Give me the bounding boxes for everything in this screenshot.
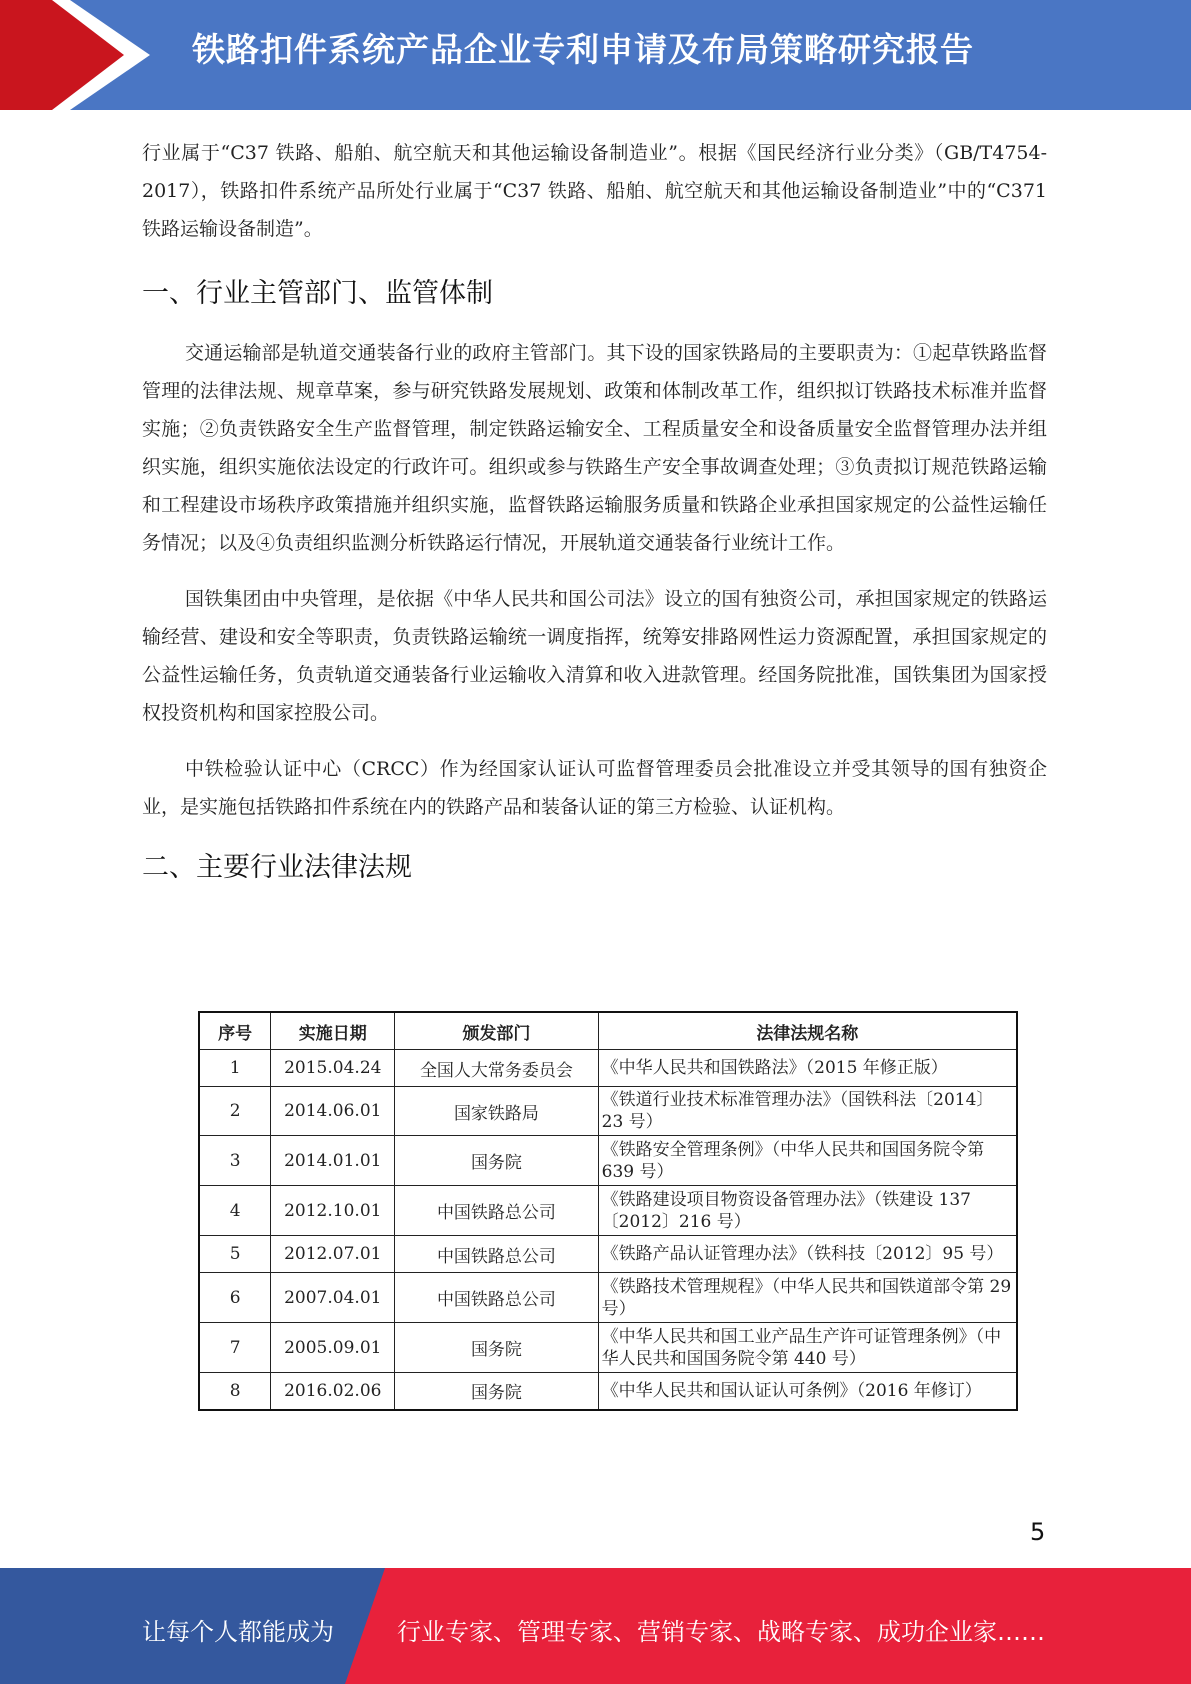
cell-dept: 国务院 (395, 1373, 598, 1410)
cell-dept: 国务院 (395, 1323, 598, 1373)
table-row (199, 1087, 1017, 1136)
page-header (0, 0, 1191, 110)
cell-law-name: 《中华人民共和国认证认可条例》（2016 年修订） (598, 1373, 1017, 1410)
table-row (199, 1323, 1017, 1373)
cell-dept: 中国铁路总公司 (395, 1273, 598, 1323)
paragraph-crcc: 中铁检验认证中心（CRCC）作为经国家认证认可监督管理委员会批准设立并受其领导的国有独资企业，是实施包括铁路扣件系统在内的铁路产品和装备认证的第三方检验、认证机构。 (142, 758, 1047, 818)
page-number: 5 (1030, 1518, 1046, 1546)
cell-law-name: 《铁路建设项目物资设备管理办法》（铁建设 137〔2012〕216 号） (598, 1186, 1017, 1236)
main-content (142, 134, 1047, 888)
table-row (199, 1273, 1017, 1323)
cell-date: 2016.02.06 (271, 1373, 395, 1410)
cell-date: 2012.10.01 (271, 1186, 395, 1236)
cell-dept: 中国铁路总公司 (395, 1186, 598, 1236)
cell-law-name: 《铁道行业技术标准管理办法》（国铁科法〔2014〕23 号） (598, 1087, 1017, 1136)
cell-date: 2014.01.01 (271, 1136, 395, 1186)
cell-no: 2 (199, 1087, 271, 1136)
cell-no: 6 (199, 1273, 271, 1323)
laws-table (198, 1011, 1018, 1411)
table-row (199, 1186, 1017, 1236)
table-row (199, 1373, 1017, 1410)
cell-law-name: 《中华人民共和国工业产品生产许可证管理条例》（中华人民共和国国务院令第 440 号） (598, 1323, 1017, 1373)
footer-slogan-right: 行业专家、管理专家、营销专家、战略专家、成功企业家…… (397, 1618, 1045, 1646)
cell-law-name: 《中华人民共和国铁路法》（2015 年修正版） (598, 1050, 1017, 1087)
cell-no: 5 (199, 1236, 271, 1273)
table-header-row (199, 1012, 1017, 1050)
header-no: 序号 (199, 1012, 271, 1050)
paragraph-ministry: 交通运输部是轨道交通装备行业的政府主管部门。其下设的国家铁路局的主要职责为：①起草铁路监督管理的法律法规、规章草案，参与研究铁路发展规划、政策和体制改革工作，组织拟订铁路技术标准并监督实施；②负责铁路安全生产监督管理，制定铁路运输安全、工程质量安全和设备质量安全监督管理办法并组织实施，组织实施依法设定的行政许可。组织或参与铁路生产安全事故调查处理；③负责拟订规范铁路运输和工程建设市场秩序政策措施并组织实施，监督铁路运输服务质量和铁路企业承担国家规定的公益性运输任务情况；以及④负责组织监测分析铁路运行情况，开展轨道交通装备行业统计工作。 (142, 342, 1047, 554)
cell-date: 2007.04.01 (271, 1273, 395, 1323)
report-title: 铁路扣件系统产品企业专利申请及布局策略研究报告 (192, 30, 974, 69)
cell-date: 2015.04.24 (271, 1050, 395, 1087)
section-heading-laws: 二、主要行业法律法规 (142, 852, 412, 883)
cell-law-name: 《铁路安全管理条例》（中华人民共和国国务院令第 639 号） (598, 1136, 1017, 1186)
intro-paragraph: 行业属于“C37 铁路、船舶、航空航天和其他运输设备制造业”。根据《国民经济行业分类》（GB/T4754-2017），铁路扣件系统产品所处行业属于“C37 铁路、船舶、航空航天和其他运输设备制造业”中的“C371 铁路运输设备制造”。 (142, 142, 1047, 240)
cell-no: 4 (199, 1186, 271, 1236)
cell-no: 1 (199, 1050, 271, 1087)
table-row (199, 1050, 1017, 1087)
section-heading-regulators: 一、行业主管部门、监管体制 (142, 278, 493, 309)
cell-date: 2005.09.01 (271, 1323, 395, 1373)
cell-date: 2012.07.01 (271, 1236, 395, 1273)
cell-no: 8 (199, 1373, 271, 1410)
table-row (199, 1236, 1017, 1273)
cell-dept: 国务院 (395, 1136, 598, 1186)
cell-dept: 中国铁路总公司 (395, 1236, 598, 1273)
cell-date: 2014.06.01 (271, 1087, 395, 1136)
cell-law-name: 《铁路技术管理规程》（中华人民共和国铁道部令第 29 号） (598, 1273, 1017, 1323)
footer-slogan-left: 让每个人都能成为 (142, 1618, 334, 1646)
cell-dept: 全国人大常务委员会 (395, 1050, 598, 1087)
cell-law-name: 《铁路产品认证管理办法》（铁科技〔2012〕95 号） (598, 1236, 1017, 1273)
table-row (199, 1136, 1017, 1186)
header-law-name: 法律法规名称 (598, 1012, 1017, 1050)
header-dept: 颁发部门 (395, 1012, 598, 1050)
paragraph-railway-group: 国铁集团由中央管理，是依据《中华人民共和国公司法》设立的国有独资公司，承担国家规定的铁路运输经营、建设和安全等职责，负责铁路运输统一调度指挥，统筹安排路网性运力资源配置，承担国家规定的公益性运输任务，负责轨道交通装备行业运输收入清算和收入进款管理。经国务院批准，国铁集团为国家授权投资机构和国家控股公司。 (142, 588, 1047, 724)
cell-no: 7 (199, 1323, 271, 1373)
page-footer (0, 1568, 1191, 1684)
cell-dept: 国家铁路局 (395, 1087, 598, 1136)
header-date: 实施日期 (271, 1012, 395, 1050)
cell-no: 3 (199, 1136, 271, 1186)
